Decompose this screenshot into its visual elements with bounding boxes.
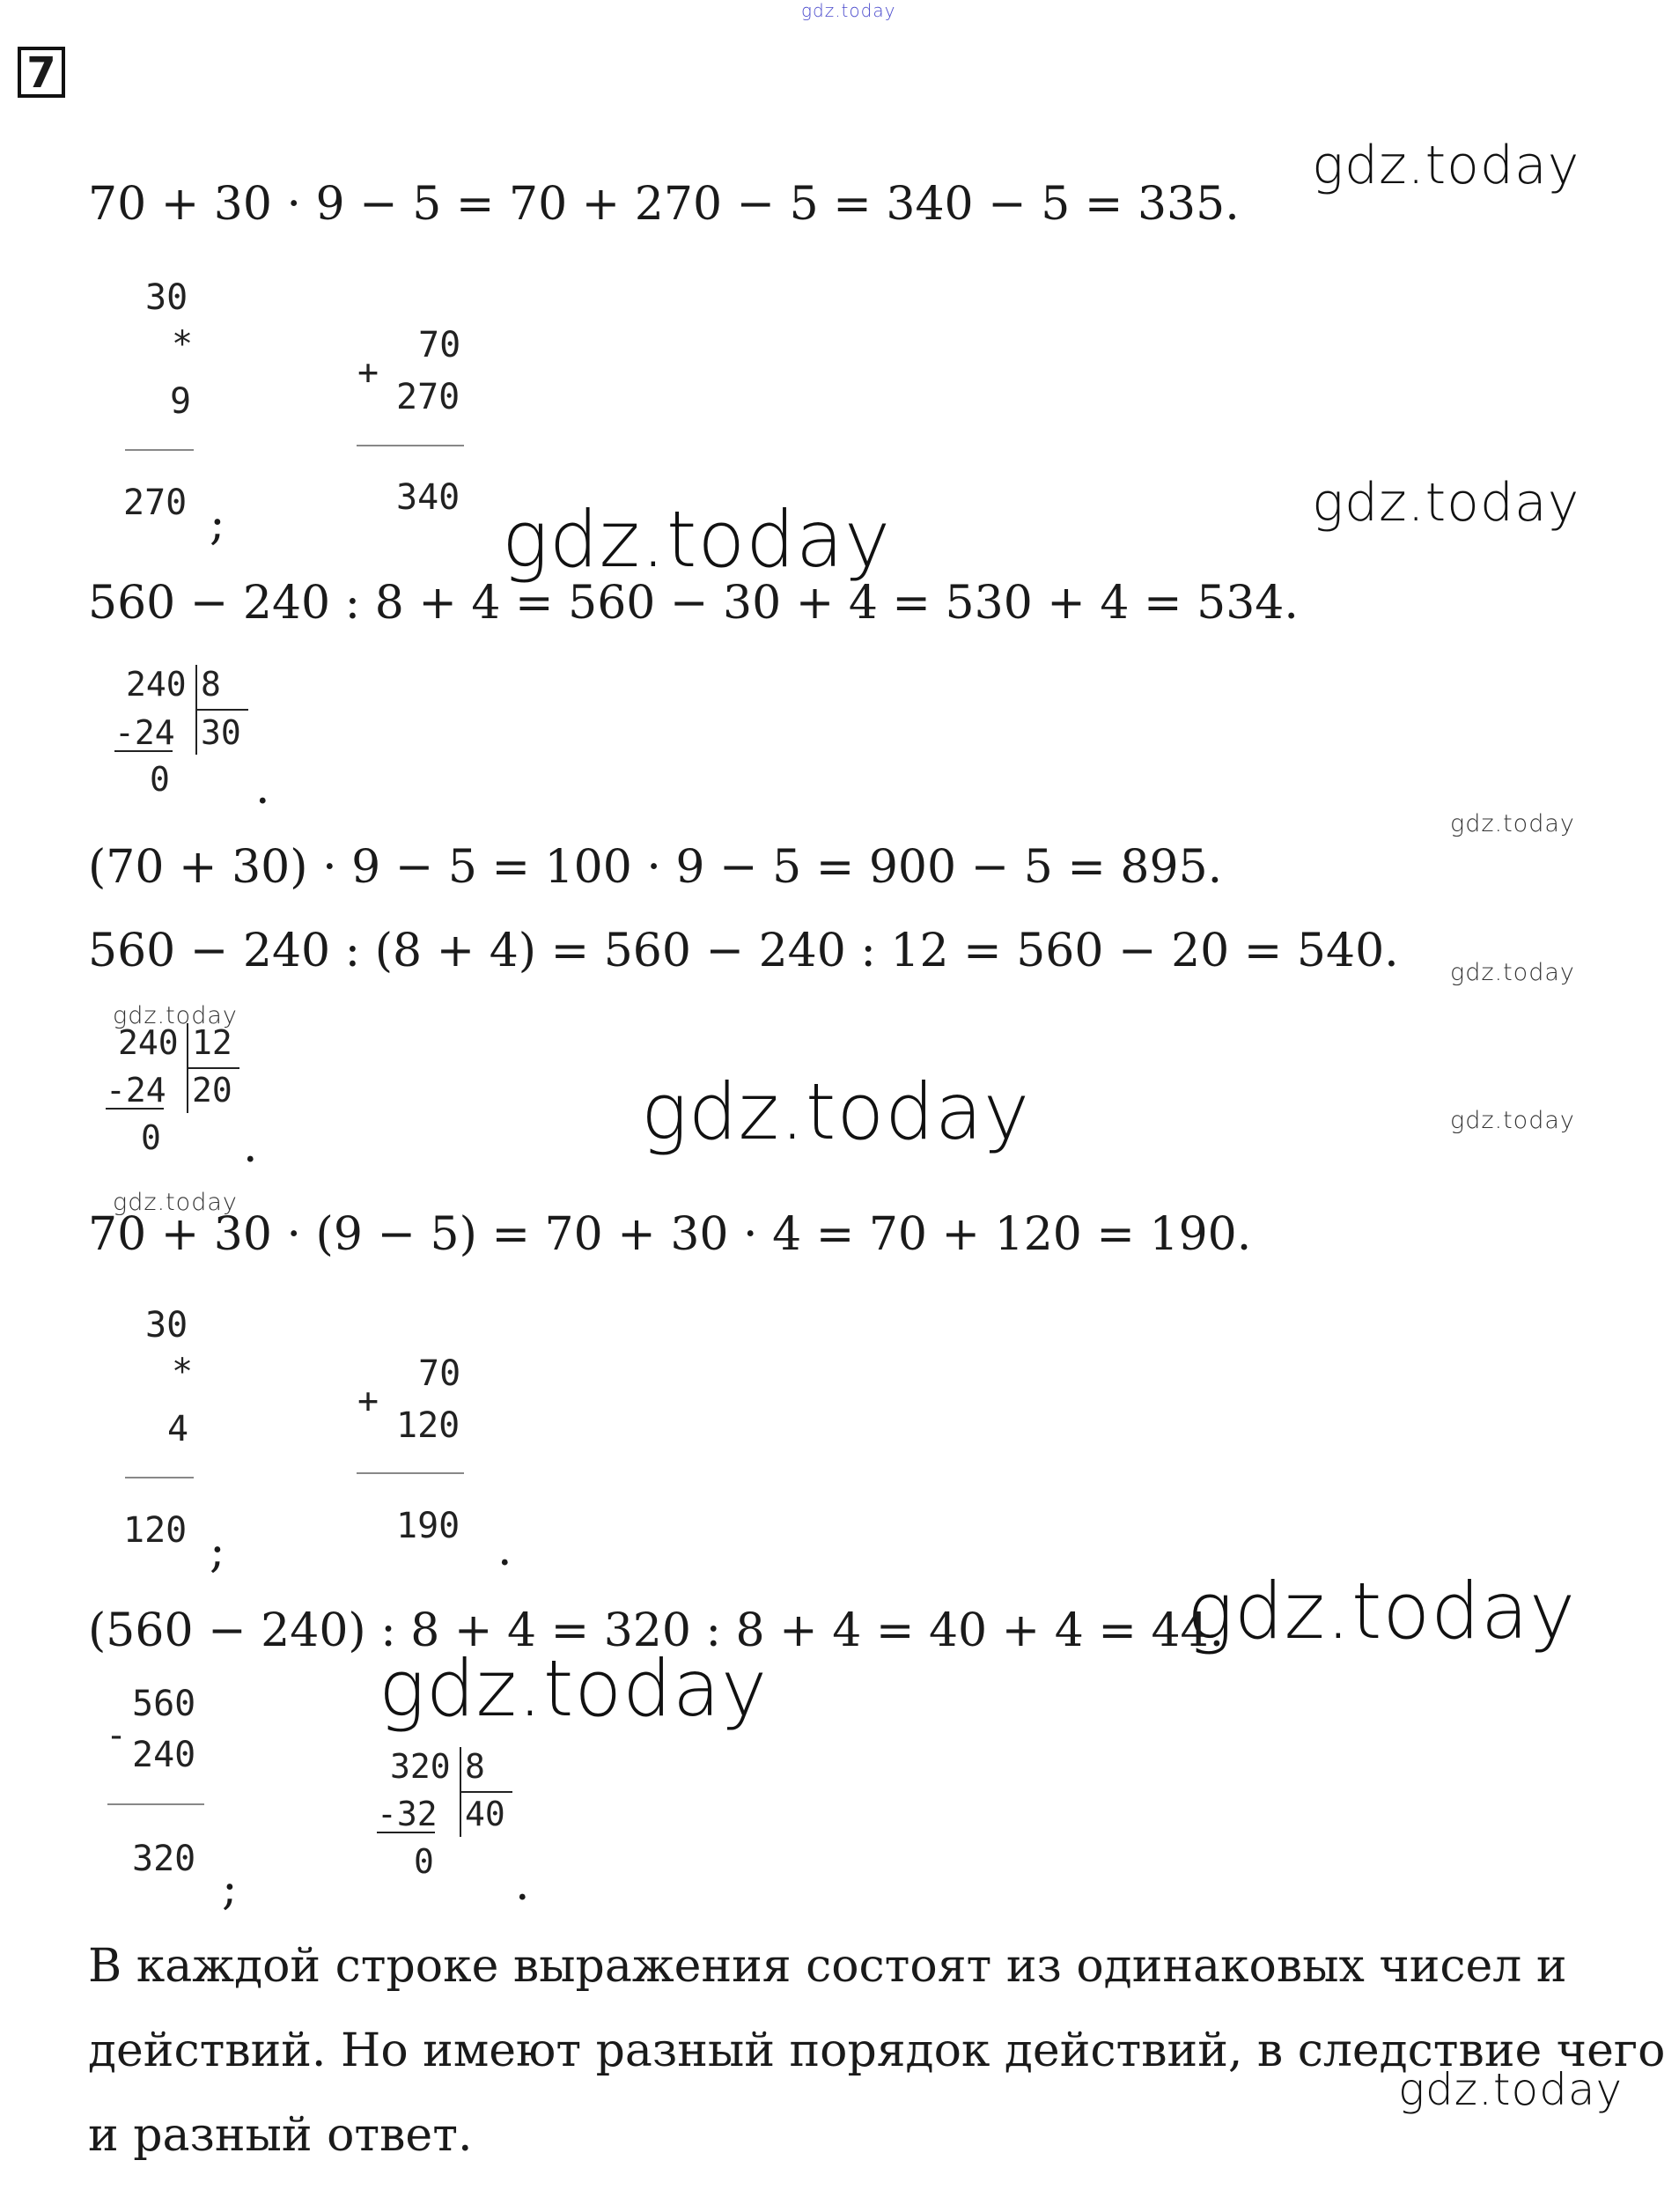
calc6-sep: ;: [222, 1862, 238, 1915]
calc2-divisor-line: [195, 709, 248, 711]
calc1-mult-a: 30: [145, 277, 188, 318]
equation-4: 560 − 240 : (8 + 4) = 560 − 240 : 12 = 560 − 20 = 540.: [88, 925, 1399, 977]
calc6-sub-result: 320: [132, 1839, 196, 1879]
calc5-mult-a: 30: [145, 1305, 188, 1346]
calc4-sub: -24: [106, 1071, 166, 1110]
calc1-mult-op: *: [172, 324, 194, 365]
problem-number: 7: [18, 47, 65, 98]
calc4-end: .: [243, 1120, 258, 1173]
calc1-mult-b: 9: [170, 381, 192, 422]
calc6-div-rem: 0: [414, 1842, 434, 1881]
calc6-sub-op: -: [106, 1715, 128, 1756]
calc6-div-dividend: 320: [390, 1747, 451, 1786]
calc2-quotient: 30: [201, 713, 241, 752]
calc1-mult-line: [125, 449, 194, 451]
watermark: gdz.today: [502, 494, 892, 585]
calc1-sep: ;: [210, 498, 225, 550]
watermark: gdz.today: [1450, 1107, 1575, 1134]
calc2-sub-line: [114, 750, 173, 752]
equation-1: 70 + 30 · 9 − 5 = 70 + 270 − 5 = 340 − 5 = 335.: [88, 178, 1240, 231]
equation-5: 70 + 30 · (9 − 5) = 70 + 30 · 4 = 70 + 120 = 190.: [88, 1208, 1252, 1261]
calc5-sep: ;: [210, 1525, 225, 1578]
calc2-rem: 0: [150, 760, 170, 799]
calc1-add-a: 70: [418, 325, 461, 365]
watermark: gdz.today: [1398, 2064, 1624, 2115]
calc2-dividend: 240: [126, 665, 187, 704]
watermark: gdz.today: [1312, 472, 1580, 534]
calc5-mult-op: *: [172, 1352, 194, 1392]
calc6-sub-line: [107, 1803, 204, 1805]
watermark: gdz.today: [1450, 959, 1575, 986]
calc1-add-op: +: [357, 352, 379, 393]
watermark: gdz.today: [379, 1643, 769, 1734]
calc1-add-b: 270: [396, 377, 460, 417]
calc6-end: .: [515, 1858, 530, 1911]
calc5-end: .: [497, 1523, 512, 1576]
watermark: gdz.today: [1312, 135, 1580, 196]
calc1-add-line: [357, 445, 464, 446]
calc5-mult-result: 120: [123, 1510, 188, 1551]
calc5-add-line: [357, 1472, 464, 1474]
calc6-div-divisor: 8: [465, 1747, 485, 1786]
watermark: gdz.today: [1187, 1566, 1577, 1656]
calc4-quotient: 20: [192, 1071, 232, 1110]
equation-2: 560 − 240 : 8 + 4 = 560 − 30 + 4 = 530 + 4 = 534.: [88, 577, 1299, 630]
calc5-mult-line: [125, 1477, 194, 1478]
calc5-add-result: 190: [396, 1506, 460, 1546]
calc5-add-op: +: [357, 1381, 379, 1421]
calc4-sub-line: [106, 1108, 164, 1110]
calc4-dividend: 240: [118, 1023, 179, 1062]
calc6-sub-b: 240: [132, 1735, 196, 1775]
watermark: gdz.today: [113, 1002, 238, 1029]
calc6-div-sub-line: [377, 1832, 435, 1833]
watermark: gdz.today: [641, 1066, 1031, 1157]
watermark: gdz.today: [1450, 810, 1575, 837]
calc4-divisor-line: [187, 1067, 239, 1069]
equation-3: (70 + 30) · 9 − 5 = 100 · 9 − 5 = 900 − 5 = 895.: [88, 841, 1223, 894]
calc6-div-quotient: 40: [465, 1795, 505, 1833]
calc5-mult-b: 4: [167, 1409, 189, 1449]
calc2-sub: -24: [114, 713, 175, 752]
calc2-end: .: [255, 762, 270, 815]
calc6-div-sub: -32: [377, 1795, 438, 1833]
calc1-add-result: 340: [396, 477, 460, 518]
calc6-sub-a: 560: [132, 1684, 196, 1724]
calc6-div-divisor-line: [460, 1791, 512, 1793]
calc5-add-a: 70: [418, 1353, 461, 1394]
equation-6: (560 − 240) : 8 + 4 = 320 : 8 + 4 = 40 + 4 = 44.: [88, 1604, 1225, 1657]
watermark: gdz.today: [113, 1189, 238, 1216]
conclusion-text: В каждой строке выражения состоят из одинаковых чисел и действий. Но имеют разный порядок действий, в следствие чего и разный ответ.: [88, 1940, 1666, 2162]
calc1-mult-result: 270: [123, 483, 188, 523]
calc4-divisor: 12: [192, 1023, 232, 1062]
watermark-top: gdz.today: [801, 0, 896, 21]
calc4-rem: 0: [141, 1118, 161, 1157]
calc5-add-b: 120: [396, 1405, 460, 1446]
calc2-divisor: 8: [201, 665, 221, 704]
